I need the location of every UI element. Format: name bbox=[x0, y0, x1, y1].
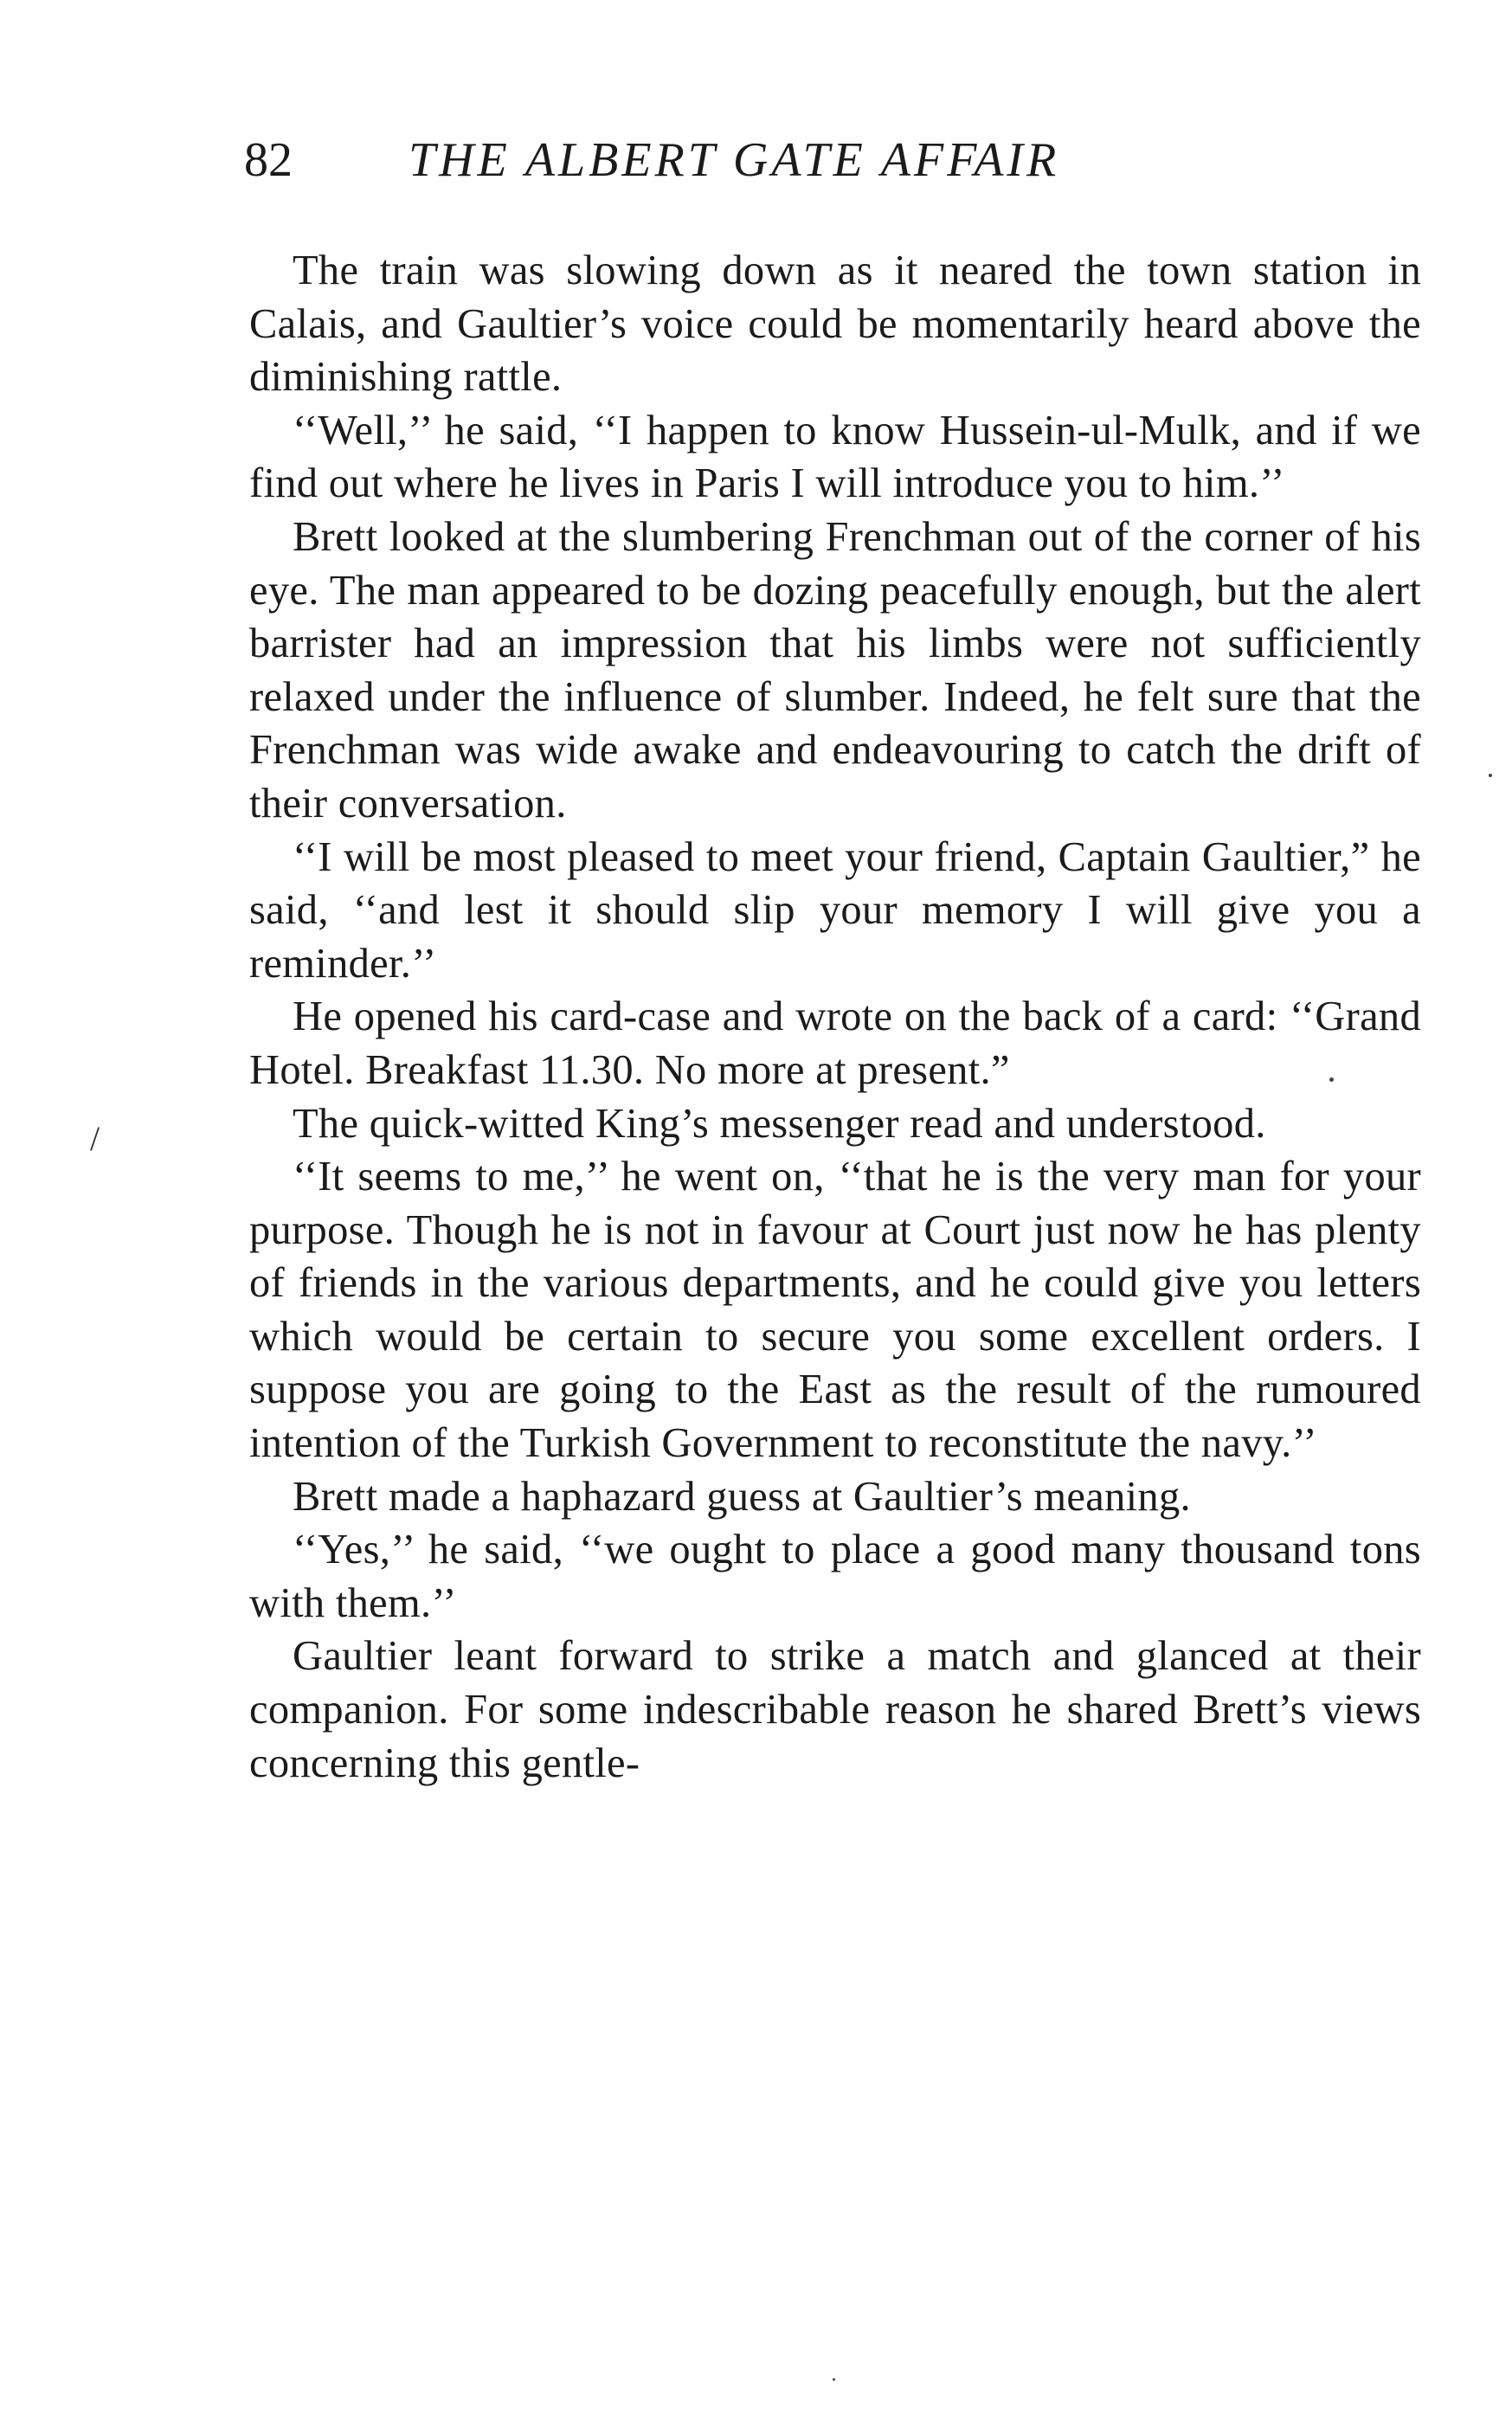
margin-pencil-mark: / bbox=[90, 1119, 100, 1158]
paper-speck bbox=[1329, 1077, 1334, 1082]
paper-speck bbox=[833, 2378, 835, 2381]
paragraph: The train was slowing down as it neared the town station in Calais, and Gaultier’s voice could be momentarily heard above the diminishing rattle. bbox=[249, 248, 1421, 401]
paragraph: ‘‘I will be most pleased to meet your friend, Captain Gaultier,” he said, ‘‘and lest it should slip your memory I will give you a reminder.’’ bbox=[249, 833, 1421, 987]
paragraph: Gaultier leant forward to strike a match and glanced at their companion. For some indescribable reason he shared Brett’s views concerning this gentle- bbox=[249, 1633, 1421, 1786]
paragraph: ‘‘It seems to me,’’ he went on, ‘‘that he is the very man for your purpose. Though he is not in favour at Court just now he has plenty of friends in the various departments, and he could give you letters which would be certain to secure you some excellent orders. I suppose you are going to the East as the result of the rumoured intention of the Turkish Government to reconstitute the navy.’’ bbox=[249, 1154, 1421, 1467]
paragraph: ‘‘Well,’’ he said, ‘‘I happen to know Hussein-ul-Mulk, and if we find out where he lives in Paris I will introduce you to him.’’ bbox=[249, 407, 1421, 507]
running-title: THE ALBERT GATE AFFAIR bbox=[409, 133, 1060, 187]
paragraph: Brett looked at the slumbering Frenchman out of the corner of his eye. The man appeared to be dozing peacefully enough, but the alert barrister had an impression that his limbs were not sufficiently relaxed under the influence of slumber. Indeed, he felt sure that the Frenchman was wide awake and endeavouring to catch the drift of their conversation. bbox=[249, 513, 1421, 826]
paragraph: Brett made a haphazard guess at Gaultier’s meaning. bbox=[293, 1473, 1191, 1520]
paragraph: He opened his card-case and wrote on the back of a card: ‘‘Grand Hotel. Breakfast 11.30. No more at present.” bbox=[249, 994, 1421, 1093]
paragraph: The quick-witted King’s messenger read and understood. bbox=[293, 1100, 1266, 1147]
paper-speck bbox=[1489, 774, 1492, 777]
running-head bbox=[244, 130, 1421, 190]
body-text bbox=[249, 244, 1421, 1790]
paragraph: ‘‘Yes,’’ he said, ‘‘we ought to place a good many thousand tons with them.’’ bbox=[249, 1527, 1421, 1626]
page-number: 82 bbox=[244, 133, 293, 187]
